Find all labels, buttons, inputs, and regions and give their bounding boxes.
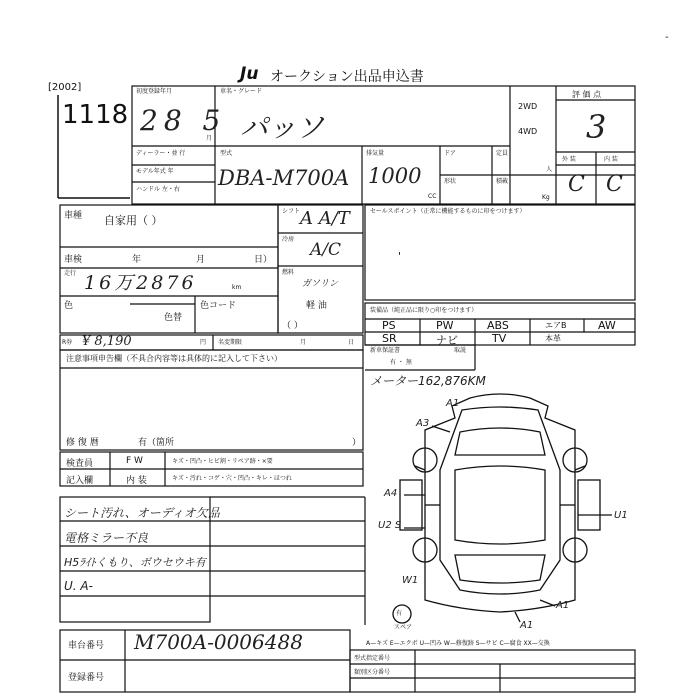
- name-grade-label: 車名・グレード: [220, 88, 263, 95]
- model-year-label: モデル年式 年: [136, 168, 174, 175]
- fw-label: F W: [126, 456, 143, 466]
- repair-value: 有（箇所: [138, 438, 175, 448]
- ju-logo: Ju: [240, 64, 259, 84]
- eval-title: 評 価 点: [572, 90, 602, 99]
- repair-label: 修 復 暦: [66, 438, 99, 448]
- shape-label: 形状: [444, 178, 457, 185]
- spare-value: 有: [396, 610, 403, 617]
- equip-abs: ABS: [487, 319, 509, 332]
- chassis-value: M700A-0006488: [134, 630, 303, 654]
- kg-unit: Kg: [542, 194, 550, 201]
- equip-sr: SR: [382, 332, 397, 345]
- equip-airbag: エアB: [545, 321, 567, 330]
- inspection-year: 年: [132, 255, 142, 265]
- interior-check-label: 内 装: [126, 476, 147, 486]
- diesel-label: 軽 油: [306, 301, 327, 311]
- notes-title: 注意事項申告欄（不具合内容等は具体的に記入して下さい）: [66, 354, 282, 363]
- person-unit: 人: [546, 166, 553, 173]
- vehicle-value: 自家用（ ）: [104, 214, 163, 227]
- shift-label: シフト: [282, 208, 301, 215]
- exterior-value: C: [568, 172, 585, 197]
- name-change-day: 日: [348, 339, 355, 346]
- note-line-2: 電格ミラー不良: [64, 531, 149, 545]
- yen-unit: 円: [200, 339, 207, 346]
- fuel-label: 燃料: [282, 269, 295, 276]
- load-label: 積載: [496, 178, 509, 185]
- note-line-4: U. A-: [64, 579, 93, 593]
- shift-value: A A/T: [300, 208, 350, 229]
- fw-items: キズ・凹凸・ヒビ割・リペア跡・×要: [172, 458, 273, 465]
- damage-label-front: A1: [446, 398, 460, 409]
- type-value: DBA-M700A: [218, 166, 350, 190]
- note-line-1: シート汚れ、オーディオ欠品: [64, 506, 220, 520]
- damage-label-rear-right: A1: [556, 600, 570, 611]
- color-label: 色: [64, 301, 74, 311]
- warranty-options: 有 ・ 無: [390, 359, 412, 366]
- color-change-label: 色替: [164, 313, 183, 323]
- displacement-value: 1000: [368, 164, 422, 188]
- drive-4wd: 4WD: [518, 127, 538, 136]
- handle-label: ハンドル 左・右: [136, 186, 180, 193]
- vehicle-label: 車種: [64, 211, 83, 221]
- inspection-month: 月: [196, 255, 206, 265]
- eval-score: 3: [586, 108, 607, 146]
- equip-ps: PS: [382, 319, 396, 332]
- km-unit: km: [232, 284, 242, 291]
- sales-point-mark: ': [398, 250, 402, 263]
- damage-label-a3: A3: [416, 418, 430, 429]
- equip-tv: TV: [492, 332, 507, 345]
- fuel-other: （ ）: [282, 321, 303, 331]
- equip-pw: PW: [436, 319, 454, 332]
- mileage-note: メーター162,876KM: [370, 374, 486, 388]
- form-title: オークション出品申込書: [270, 69, 424, 85]
- damage-label-u2s: U2 S: [378, 520, 402, 531]
- name-change-month: 月: [300, 339, 307, 346]
- inspection-label: 車検: [64, 255, 83, 265]
- month-mark: 月: [206, 135, 213, 142]
- first-reg-value: 28 5: [140, 104, 227, 137]
- damage-label-u1: U1: [614, 510, 628, 521]
- displacement-label: 排気量: [366, 150, 385, 157]
- side-mark: -: [665, 32, 669, 43]
- equip-leather: 本革: [545, 334, 561, 343]
- damage-label-rear: A1: [520, 620, 534, 631]
- dealer-label: ディーラー・並 行: [136, 150, 186, 157]
- sales-point-title: セールスポイント（正常に機能するものに印をつけます）: [370, 208, 526, 215]
- equipment-title: 装備品（純正品に限り○印をつけます）: [370, 307, 478, 314]
- recycle-label: R券: [62, 339, 73, 346]
- form-code: [2002]: [48, 82, 82, 93]
- exterior-label: 外 装: [562, 156, 576, 163]
- inspector-label: 検査員: [66, 459, 94, 469]
- warranty-label: 新車保証書: [370, 347, 401, 354]
- chassis-label: 車台番号: [68, 641, 105, 651]
- color-code-label: 色コード: [200, 301, 237, 311]
- lot-number: 1118: [62, 100, 129, 130]
- equip-navi: ナビ: [436, 334, 458, 347]
- damage-label-w1: W1: [402, 575, 419, 586]
- recycle-value: ¥ 8,190: [82, 334, 132, 349]
- mileage-label: 走行: [64, 270, 77, 277]
- inspection-day: 日）: [254, 255, 273, 265]
- entry-label: 記入欄: [66, 476, 94, 486]
- spare-label: スペア: [394, 624, 413, 631]
- small-label-1: 型式指定番号: [354, 655, 391, 662]
- damage-label-a4: A4: [384, 488, 398, 499]
- fuel-value: ガソリン: [302, 279, 339, 289]
- cc-unit: CC: [428, 193, 437, 200]
- reg-label: 登録番号: [68, 673, 105, 683]
- repair-end: ）: [352, 438, 362, 448]
- door-label: ドア: [444, 150, 456, 157]
- mileage-value: 16万2876: [84, 272, 197, 294]
- car-name-value: パッソ: [240, 111, 325, 144]
- capacity-label: 定員: [496, 150, 509, 157]
- aircon-value: A/C: [310, 240, 342, 260]
- note-line-3: H5ﾗｲﾄくもり、ボウセウキ有: [64, 556, 206, 569]
- manual-label: 取説: [454, 347, 467, 354]
- small-label-2: 類別区分番号: [354, 669, 391, 676]
- aircon-label: 冷房: [282, 236, 295, 243]
- equip-aw: AW: [598, 319, 616, 332]
- name-change-label: 名変期限: [218, 339, 243, 346]
- interior-items: キズ・汚れ・コゲ・穴・凹凸・キレ・ほつれ: [172, 475, 292, 482]
- interior-value: C: [606, 172, 623, 197]
- first-reg-label: 初度登録年月: [136, 88, 173, 95]
- interior-label: 内 装: [604, 156, 618, 163]
- drive-2wd: 2WD: [518, 102, 538, 111]
- damage-legend: A—キズ E—エクボ U—凹み W—修復跡 S—サビ C—腐食 XX—交換: [366, 640, 550, 647]
- type-label: 型式: [220, 150, 233, 157]
